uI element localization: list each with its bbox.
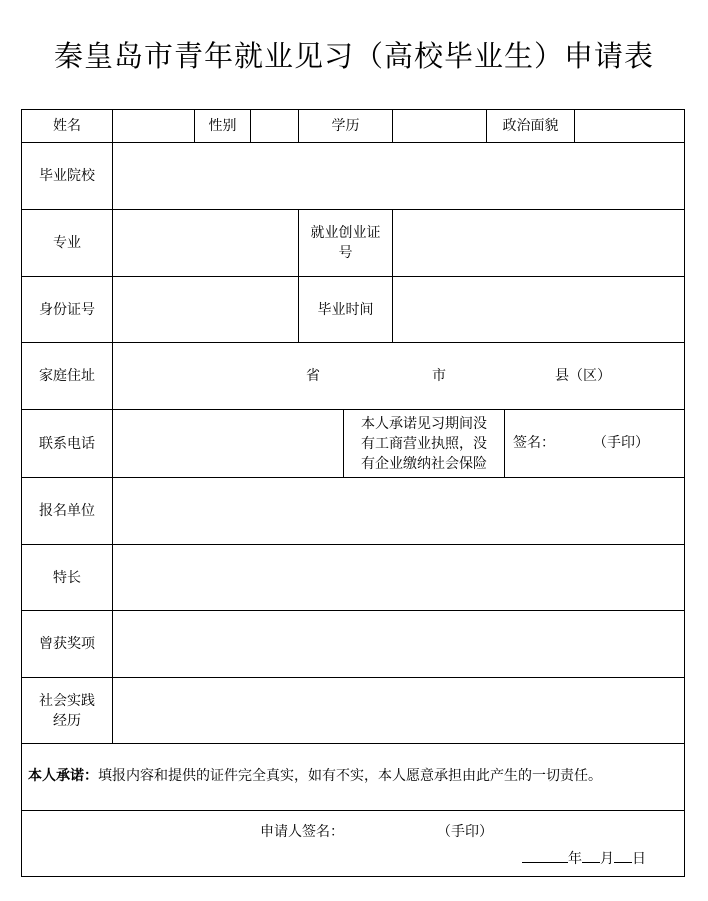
- phone-field[interactable]: [113, 410, 343, 477]
- label-social-practice-line1: 社会实践: [39, 692, 95, 709]
- year-label: 年: [568, 851, 582, 867]
- pledge-box: [344, 410, 504, 477]
- row-line: [21, 876, 685, 877]
- education-field[interactable]: [393, 110, 486, 142]
- promise-statement: [28, 766, 688, 786]
- social-practice-field[interactable]: [113, 678, 684, 743]
- label-major: 专业: [53, 235, 81, 251]
- address-city: 市: [432, 368, 446, 384]
- grad-time-field[interactable]: [393, 277, 684, 342]
- label-specialty: 特长: [53, 569, 81, 586]
- label-unit: 报名单位: [39, 503, 95, 519]
- pledge-signature-field[interactable]: [505, 410, 684, 477]
- applicant-fingerprint: （手印）: [437, 824, 493, 840]
- label-grad-time: 毕业时间: [317, 301, 374, 318]
- label-address: 家庭住址: [39, 368, 95, 384]
- day-blank[interactable]: [614, 846, 632, 863]
- label-name: 姓名: [53, 118, 81, 134]
- label-employment-cert-line1: 就业创业证: [310, 225, 381, 241]
- pledge-line-2: 有工商营业执照，没: [361, 435, 487, 452]
- unit-field[interactable]: [113, 478, 684, 544]
- label-political-status: 政治面貌: [502, 118, 559, 134]
- day-label: 日: [632, 851, 646, 867]
- id-number-field[interactable]: [113, 277, 298, 342]
- school-field[interactable]: [113, 143, 684, 209]
- awards-field[interactable]: [113, 611, 684, 677]
- row-line: [21, 743, 685, 744]
- address-county: 县（区）: [555, 368, 611, 384]
- label-social-practice: [22, 678, 112, 743]
- label-awards: 曾获奖项: [39, 636, 95, 652]
- month-label: 月: [600, 851, 614, 867]
- form-title: 秦皇岛市青年就业见习（高校毕业生）申请表: [53, 39, 654, 73]
- applicant-signature-field[interactable]: [22, 811, 684, 876]
- label-school: 毕业院校: [39, 168, 95, 184]
- col-line: [684, 109, 685, 877]
- month-blank[interactable]: [582, 846, 600, 863]
- address-field[interactable]: [113, 343, 684, 409]
- pledge-line-3: 有企业缴纳社会保险: [361, 455, 487, 472]
- promise-label: 本人承诺：: [28, 768, 98, 784]
- label-phone: 联系电话: [39, 435, 95, 452]
- specialty-field[interactable]: [113, 545, 684, 610]
- address-province: 省: [306, 368, 320, 384]
- label-id-number: 身份证号: [39, 301, 95, 318]
- label-gender: 性别: [208, 118, 237, 134]
- name-field[interactable]: [113, 110, 194, 142]
- label-employment-cert: [299, 210, 392, 276]
- label-social-practice-line2: 经历: [53, 712, 81, 729]
- year-blank[interactable]: [522, 846, 568, 863]
- date-line: [522, 846, 646, 869]
- pledge-sign-mark: （手印）: [593, 435, 649, 451]
- label-employment-cert-line2: 号: [338, 245, 353, 261]
- pledge-line-1: 本人承诺见习期间没: [361, 415, 487, 432]
- applicant-sign-label: 申请人签名：: [260, 824, 344, 840]
- gender-field[interactable]: [251, 110, 298, 142]
- political-status-field[interactable]: [575, 110, 684, 142]
- employment-cert-field[interactable]: [393, 210, 684, 276]
- label-education: 学历: [331, 118, 360, 134]
- pledge-sign-label: 签名：: [513, 435, 555, 451]
- promise-text: 填报内容和提供的证件完全真实，如有不实，本人愿意承担由此产生的一切责任。: [98, 768, 602, 784]
- major-field[interactable]: [113, 210, 298, 276]
